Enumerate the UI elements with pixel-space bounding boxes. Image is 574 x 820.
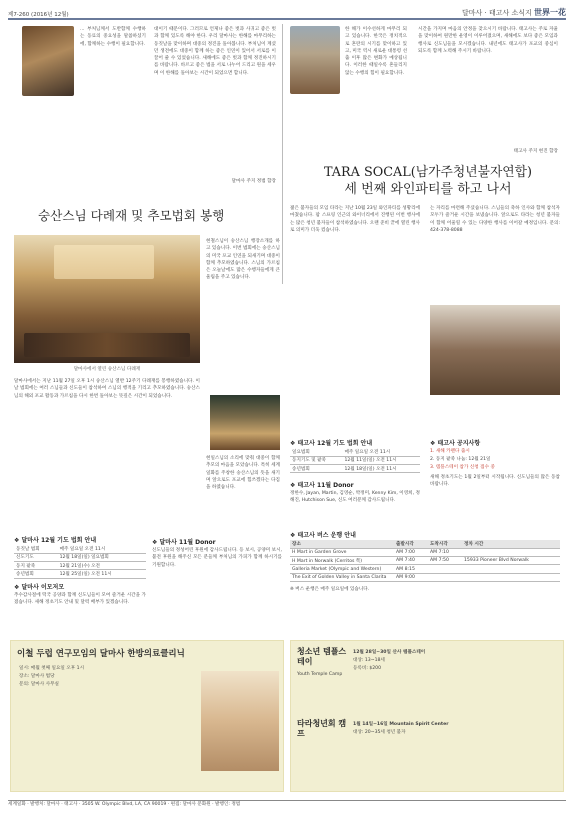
monk-portrait-photo — [22, 26, 74, 96]
table-row: 동짓날 법회 매주 일요일 오전 11시 — [14, 545, 146, 553]
tara-camp-line: 대상: 20~35세 청년 불자 — [353, 730, 406, 735]
bus-schedule-title: ❖ 태고사 버스 운행 안내 — [290, 532, 356, 539]
tara-camp-title: 타라청년회 캠프 — [297, 719, 347, 738]
article-title-left: 숭산스님 다례재 및 추모법회 봉행 — [38, 208, 225, 223]
youth-camp-line: 12월 28일~30일 산사 템플스테이 — [353, 650, 426, 655]
dalma-schedule-title: ❖ 달마사 12월 기도 법회 안내 — [14, 537, 97, 544]
bullet-icon: ❖ — [290, 532, 298, 539]
tara-camp-line: 1월 14일~16일 Mountain Spirit Center — [353, 722, 449, 727]
bullet-icon: ❖ — [14, 537, 22, 544]
taego-schedule-title: ❖ 태고사 12월 기도 법회 안내 — [290, 440, 373, 447]
page-footer: 세계일화 · 발행처: 달마사 · 태고사 · 3505 W. Olympic Blvd, LA, CA 90019 · 편집: 달마사 문화원 · 발행인: 정범 — [8, 800, 566, 814]
youth-camp-ad — [290, 640, 564, 792]
left-article-b: 달마사에서는 지난 11월 27일 오후 1시 숭산스님 열반 12주기 다례재를 봉행하였습니다. 이날 법회에는 여러 스님들과 신도들이 참석하여 스님의 행적을 기리고 추모하였습니다. 숭산스님의 해외 포교 활동과 가르침을 다시 한번 돌아보는 뜻깊은 시간이 되었습니다. — [14, 379, 200, 399]
taego-schedule-table — [290, 448, 420, 473]
paper-name: 世界一花 — [534, 7, 566, 17]
youth-camp-sub: Youth Temple Camp — [297, 672, 343, 677]
table-row: H Mart in Garden Grove AM 7:00 AM 7:10 — [290, 548, 560, 556]
table-row: 신도기도 12월 18일(일) 일요법회 — [14, 553, 146, 561]
clinic-ad — [10, 640, 284, 792]
table-row: The Exit of Golden Valley in Santa Clarita AM 9:00 — [290, 573, 560, 581]
photo-caption: 달마사에서 열린 숭산스님 다례재 — [73, 367, 141, 372]
article-title-right-1: TARA SOCAL(남가주청년불자연합) — [323, 165, 533, 180]
monk-portrait-photo-right — [290, 26, 340, 94]
clinic-ad-line: 장소: 달마사 법당 — [19, 674, 55, 679]
page-header — [8, 6, 566, 20]
article-title-right-2: 세 번째 와인파티를 하고 나서 — [344, 182, 512, 197]
dalma-schedule-table — [14, 545, 146, 579]
bus-schedule-table — [290, 540, 560, 582]
wine-party-photo — [430, 305, 560, 395]
bullet-icon: ❖ — [290, 482, 298, 489]
taego-notice-item: 3. 템플스테이 참가 신청 접수 중 — [430, 465, 495, 470]
table-row: 송년법회 12월 18일(일) 오전 11시 — [290, 465, 420, 473]
taego-notice-text: 새해 정초기도는 1월 2일부터 시작됩니다. 신도님들의 많은 동참 바랍니다. — [430, 475, 560, 488]
bullet-icon: ❖ — [430, 440, 438, 447]
right-article-a: 젊은 불자들의 모임 타라는 지난 10월 23일 와인파티를 성황리에 마쳤습니다. 팜 스프링 인근의 와이너리에서 진행된 이번 행사에는 많은 청년 불자들이 참석하였습니다. 오랜 준비 끝에 열린 행사로 의미가 더욱 컸습니다. — [290, 206, 420, 233]
table-header-row: 장소 출발시각 도착시각 정차 시간 — [290, 540, 560, 548]
dalma-news-title: ❖ 달마사 이모저모 — [14, 584, 65, 591]
col4-signature: 태고사 주지 현진 합장 — [513, 149, 558, 154]
table-row: 일요법회 매주 일요일 오전 11시 — [290, 448, 420, 456]
column-divider — [282, 24, 283, 284]
col2-signature: 달마사 주지 정범 합장 — [231, 179, 276, 184]
bullet-icon: ❖ — [152, 539, 160, 546]
clinic-ad-line: 문의: 달마사 사무실 — [19, 682, 59, 687]
col1-top-text: ... 부처님께서 도반함께 수행하는 동료의 중요성을 말씀하셨기에, 함께하는 수행이 필요합니다. — [80, 27, 146, 47]
paper-masthead: 달마사 · 태고사 소식지 世界一花 — [462, 7, 566, 17]
dalma-donor-title: ❖ 달마사 11월 Donor — [152, 539, 216, 546]
taego-notice-item: 2. 동지 팥죽 나눔: 12월 21일 — [430, 457, 491, 462]
col2-top-text: 대이기 때문이다. 그러므로 언제나 좋은 벗과 사귀고 좋은 벗과 함께 있도록 해야 한다. 우리 달마사는 한해를 마무리하는 동짓날을 맞이하며 대중의 정진을 돌아봅니다. 부처님이 계셨던 생전에도 대중이 함께 하는 좋은 인연이 있어서 서로를 이끌어 줄 수 있었습니다. 새해에도 좋은 벗과 함께 정진하시기를 바랍니다. 바르고 좋은 법을 서로 나누어 드리고 원을 세우며 이 한해를 돌아보는 시간이 되었으면 합니다. — [154, 27, 276, 76]
bus-note: ※ 버스 운행은 매주 일요일에 있습니다. — [290, 587, 370, 592]
taego-notice-item: 1. 새해 카렌다 출시 — [430, 449, 470, 454]
table-row: 동지 팥죽 12월 21일(수) 오전 — [14, 562, 146, 570]
col3-top-text: 한 해가 이수선하게 마무리 되고 있습니다. 한국은 정치적으로 혼란의 시기를 맞이하고 있고, 미국 역시 새로운 대통령 선출 이후 많은 변화가 예상됩니다. 이러한 때일수록 흔들리지 않는 수행의 힘이 필요합니다. — [345, 27, 407, 76]
bullet-icon: ❖ — [14, 584, 22, 591]
table-row: H Mart in Norwalk (Cerritos 쪽) AM 7:40 AM 7:50 15933 Pioneer Blvd Norwalk — [290, 557, 560, 565]
table-row: 송년법회 12월 25일(일) 오전 11시 — [14, 570, 146, 578]
left-article-a: 현철스님이 숭산스님 행장소개를 하고 있습니다. 이번 법회에는 숭산스님의 미국 포교 인연을 되새기며 대중이 함께 추모하였습니다. 스님의 가르침은 오늘날에도 많은 수행자들에게 큰 울림을 주고 있습니다. — [206, 239, 280, 281]
bullet-icon: ❖ — [290, 440, 298, 447]
right-article-b: 는 자리를 마련해 주셨습니다. 스님들의 축하 인사와 함께 참석자 모두가 즐거운 시간을 보냈습니다. 앞으로도 타라는 청년 불자들이 함께 어울릴 수 있는 다양한 행사를 이어갈 예정입니다. 문의: 424-378-8088 — [430, 206, 560, 233]
ceremony-altar-photo — [210, 395, 280, 450]
table-row: Galleria Market (Olympic and Western) AM 8:15 — [290, 565, 560, 573]
clinic-hands-photo — [201, 671, 279, 771]
taego-donor-title: ❖ 태고사 11월 Donor — [290, 482, 354, 489]
left-article-c: 현일스님의 소리에 맞춰 대중이 함께 추모의 마음을 모았습니다. 특히 세계일화를 주창한 숭산스님의 뜻을 새기며 앞으로도 포교에 힘쓰겠다는 다짐을 하였습니다. — [206, 456, 280, 491]
taego-donor-text: 정한수, Jayan, Martin, 김영순, 박정미, Kenny Kim, 이영희, 정해진, Hutchison Sue, 신도 여러분께 감사드립니다. — [290, 491, 420, 504]
dalma-donor-text: 신도님들의 정성어린 후원에 감사드립니다. 등 보시, 공양미 보시, 불전 후원을 해주신 모든 분들께 부처님의 가피가 함께 하시기를 기원합니다. — [152, 548, 282, 568]
issue-number: 제7-260 (2016년 12월) — [8, 12, 69, 18]
youth-camp-line: 대상: 13~18세 — [353, 658, 385, 663]
dalma-news-text: 추수감사절에 떡국 공양과 함께 신도님들이 모여 즐거운 시간을 가졌습니다. 새해 정초기도 안내 및 달력 배부가 있겠습니다. — [14, 593, 146, 606]
table-row: 동지기도 및 팥죽 12월 11일(일) 오전 11시 — [290, 456, 420, 464]
col4-top-text: 시간을 가지며 마음의 안정을 찾으시기 바랍니다. 태고사는 주로 자율을 맞이하여 원만한 운영이 이루어졌으며, 새해에도 보다 좋은 모임과 행사로 신도님들을 모시겠습니다. 내년에도 태고사가 포교의 중심이 되도록 함께 노력해 주시기 바랍니다. — [418, 27, 558, 54]
memorial-ceremony-photo — [14, 235, 200, 363]
taego-notice-title: ❖ 태고사 공지사항 — [430, 440, 481, 447]
clinic-ad-title: 이철 두럽 연구모임의 달마사 한방의료클리닉 — [17, 649, 185, 659]
youth-camp-title: 청소년 템플스테이 — [297, 647, 347, 666]
clinic-ad-line: 일시: 매월 첫째 일요일 오후 1시 — [19, 666, 85, 671]
youth-camp-line: 등록비: $200 — [353, 666, 382, 671]
